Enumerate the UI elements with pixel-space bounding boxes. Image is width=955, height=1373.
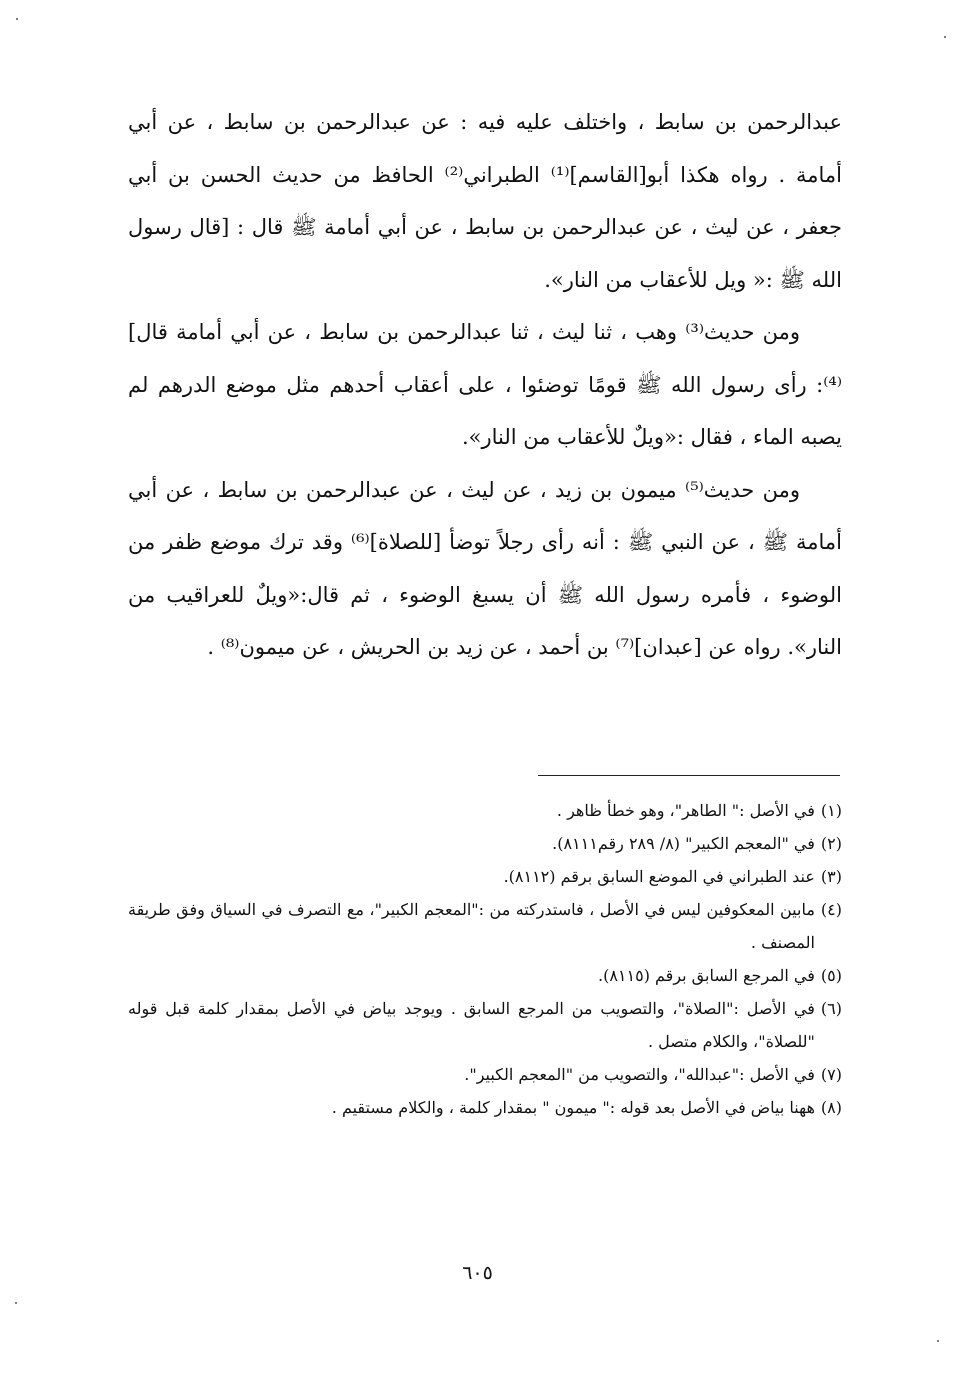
paragraph-3: ومن حديث⁽⁵⁾ ميمون بن زيد ، عن ليث ، عن عبدالرحمن بن سابط ، عن أبي أمامة ﷺ ، عن النبي ﷺ : أنه رأى رجلاً توضأ [للصلاة]⁽⁶⁾ وقد ترك موضع ظفر من الوضوء ، فأمره رسول الله ﷺ أن يسبغ الوضوء ، ثم قال:«ويلٌ للعراقيب من النار». رواه عن [عبدان]⁽⁷⁾ بن أحمد ، عن زيد بن الحريش ، عن ميمون⁽⁸⁾ . [128, 477, 842, 659]
footnote-number: (٧) [820, 1065, 842, 1084]
footnote-number: (٤) [820, 900, 842, 919]
footnote-3 [128, 860, 842, 893]
footnote-text: في المرجع السابق برقم (٨١١٥). [597, 966, 815, 985]
footnote-text: ههنا بياض في الأصل بعد قوله :" ميمون " بمقدار كلمة ، والكلام مستقيم . [331, 1098, 815, 1117]
paragraph-2: ومن حديث⁽³⁾ وهب ، ثنا ليث ، ثنا عبدالرحمن بن سابط ، عن أبي أمامة قال]⁽⁴⁾: رأى رسول الله ﷺ قومًا توضئوا ، على أعقاب أحدهم مثل موضع الدرهم لم يصبه الماء ، فقال :«ويلٌ للأعقاب من النار». [128, 320, 842, 449]
footnote-number: (٥) [820, 966, 842, 985]
scan-speck [937, 1340, 939, 1342]
footnote-8 [128, 1091, 842, 1124]
main-text [128, 96, 842, 674]
footnote-divider [538, 775, 840, 776]
footnote-5 [128, 959, 842, 992]
footnote-6 [128, 992, 842, 1058]
footnote-number: (٢) [820, 834, 842, 853]
footnote-2 [128, 827, 842, 860]
footnote-text: عند الطبراني في الموضع السابق برقم (٨١١٢). [503, 867, 815, 886]
footnote-1 [128, 794, 842, 827]
footnote-text: في الأصل :"عبدالله"، والتصويب من "المعجم الكبير". [464, 1065, 815, 1084]
footnote-text: في الأصل :"الصلاة"، والتصويب من المرجع السابق . ويوجد بياض في الأصل بمقدار كلمة قبل قوله "للصلاة"، والكلام متصل . [128, 999, 815, 1051]
scan-speck [15, 1302, 17, 1304]
footnote-text: في الأصل :" الطاهر"، وهو خطأ ظاهر . [556, 801, 815, 820]
footnotes [128, 794, 842, 1124]
paragraph-1: عبدالرحمن بن سابط ، واختلف عليه فيه : عن عبدالرحمن بن سابط ، عن أبي أمامة . رواه هكذا أبو[القاسم]⁽¹⁾ الطبراني⁽²⁾ الحافظ من حديث الحسن بن أبي جعفر ، عن ليث ، عن عبدالرحمن بن سابط ، عن أبي أمامة ﷺ قال : [قال رسول الله ﷺ :« ويل للأعقاب من النار». [128, 110, 842, 292]
footnote-number: (٨) [820, 1098, 842, 1117]
page-number: ٦٠٥ [462, 1262, 493, 1284]
footnote-text: مابين المعكوفين ليس في الأصل ، فاستدركته من :"المعجم الكبير"، مع التصرف في السياق وفق طريقة المصنف . [128, 900, 815, 952]
footnote-4 [128, 893, 842, 959]
footnote-number: (٦) [820, 999, 842, 1018]
footnote-7 [128, 1058, 842, 1091]
scan-speck [16, 18, 18, 20]
footnote-text: في "المعجم الكبير" (٨/ ٢٨٩ رقم٨١١١). [552, 834, 815, 853]
scan-speck [944, 36, 946, 38]
footnote-number: (١) [820, 801, 842, 820]
footnote-number: (٣) [820, 867, 842, 886]
